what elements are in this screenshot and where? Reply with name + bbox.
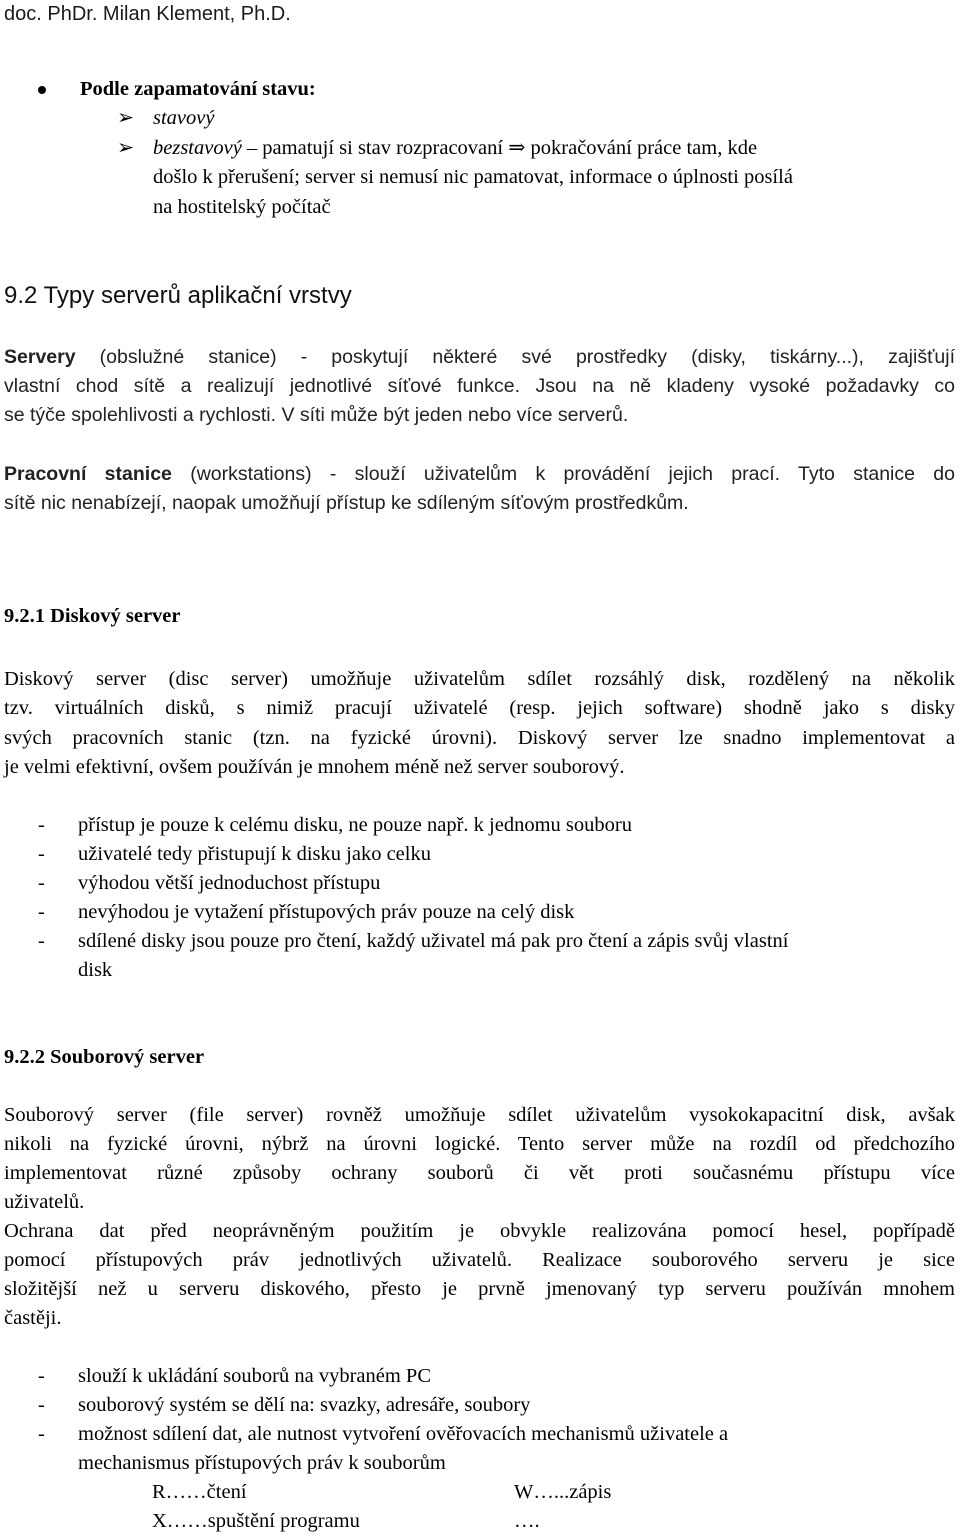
implies-arrow-icon: ⇒ [508, 137, 526, 159]
diskovy-line-1: Diskový server (disc server) umožňuje uživatelům sdílet rozsáhlý disk, rozdělený na několik [4, 668, 955, 690]
souborovy-list-item-continuation: mechanismus přístupových práv k souborům [78, 1452, 446, 1474]
arrowhead-bullet-icon: ➢ [117, 107, 135, 129]
state-section-title: Podle zapamatování stavu: [80, 78, 316, 100]
arrowhead-bullet-icon: ➢ [117, 137, 135, 159]
document-header: doc. PhDr. Milan Klement, Ph.D. [4, 3, 291, 25]
diskovy-list-item-continuation: disk [78, 959, 113, 981]
souborovy-list-item: možnost sdílení dat, ale nutnost vytvoření ověřovacích mechanismů uživatele a [78, 1423, 729, 1445]
souborovy-p2-line-4: častěji. [4, 1307, 62, 1329]
diskovy-list-item: nevýhodou je vytažení přístupových práv pouze na celý disk [78, 901, 575, 923]
souborovy-p1-line-1: Souborový server (file server) rovněž umožňuje sdílet uživatelům vysokokapacitní disk, avšak [4, 1104, 955, 1126]
diskovy-list-item: přístup je pouze k celému disku, ne pouze např. k jednomu souboru [78, 814, 632, 836]
rights-dots: …. [514, 1510, 540, 1532]
list-dash: - [38, 901, 45, 923]
list-dash: - [38, 1423, 45, 1445]
souborovy-p1-line-2: nikoli na fyzické úrovni, nýbrž na úrovni logické. Tento server může na rozdíl od předchozího [4, 1133, 955, 1155]
souborovy-p1-line-3: implementovat různé způsoby ochrany souborů či vět proti současnému přístupu více [4, 1162, 955, 1184]
section-heading-9-2-1: 9.2.1 Diskový server [4, 605, 181, 627]
rights-read: R……čtení [152, 1481, 247, 1503]
list-dash: - [38, 930, 45, 952]
list-dash: - [38, 1365, 45, 1387]
rights-execute: X……spuštění programu [152, 1510, 360, 1532]
diskovy-line-2: tzv. virtuálních disků, s nimiž pracují uživatelé (resp. jejich software) shodně jako s disky [4, 697, 955, 719]
souborovy-p2-line-3: složitější než u serveru diskového, přesto je prvně jmenovaný typ serveru používán mnohem [4, 1278, 955, 1300]
servery-line-3: se týče spolehlivosti a rychlosti. V síti může být jeden nebo více serverů. [4, 404, 629, 426]
rights-write: W…...zápis [514, 1481, 612, 1503]
diskovy-list-item: sdílené disky jsou pouze pro čtení, každý uživatel má pak pro čtení a zápis svůj vlastní [78, 930, 789, 952]
section-heading-9-2-2: 9.2.2 Souborový server [4, 1046, 205, 1068]
state-item-2-line-3: na hostitelský počítač [153, 196, 331, 218]
diskovy-line-3: svých pracovních stanic (tzn. na fyzické úrovni). Diskový server lze snadno implementovat a [4, 727, 955, 749]
bullet-dot-icon [38, 86, 46, 94]
state-item-2-line-2: došlo k přerušení; server si nemusí nic pamatovat, informace o úplnosti posílá [153, 166, 793, 188]
souborovy-p2-line-2: pomocí přístupových práv jednotlivých uživatelů. Realizace souborového serveru je sice [4, 1249, 955, 1271]
souborovy-list-item: souborový systém se dělí na: svazky, adresáře, soubory [78, 1394, 531, 1416]
list-dash: - [38, 1394, 45, 1416]
diskovy-line-4: je velmi efektivní, ovšem používán je mnohem méně než server souborový. [4, 756, 625, 778]
servery-line-2: vlastní chod sítě a realizují jednotlivé síťové funkce. Jsou na ně kladeny vysoké požadavky co [4, 375, 955, 397]
list-dash: - [38, 814, 45, 836]
list-dash: - [38, 843, 45, 865]
diskovy-list-item: výhodou větší jednoduchost přístupu [78, 872, 381, 894]
souborovy-p2-line-1: Ochrana dat před neoprávněným použitím je obvykle realizována pomocí hesel, popřípadě [4, 1220, 955, 1242]
state-item-1: ➢ stavový [117, 104, 214, 133]
state-item-2: ➢ bezstavový – pamatují si stav rozpracovaní ⇒ pokračování práce tam, kde [117, 134, 757, 163]
list-dash: - [38, 872, 45, 894]
pracovni-line-2: sítě nic nenabízejí, naopak umožňují přístup ke sdíleným síťovým prostředkům. [4, 492, 689, 514]
souborovy-list-item: slouží k ukládání souborů na vybraném PC [78, 1365, 432, 1387]
diskovy-list-item: uživatelé tedy přistupují k disku jako celku [78, 843, 431, 865]
section-heading-9-2: 9.2 Typy serverů aplikační vrstvy [4, 282, 352, 309]
pracovni-line-1: Pracovní stanice (workstations) - slouží uživatelům k provádění jejich prací. Tyto stanice do [4, 463, 955, 485]
souborovy-p1-line-4: uživatelů. [4, 1191, 85, 1213]
servery-line-1: Servery (obslužné stanice) - poskytují některé své prostředky (disky, tiskárny...), zajišťují [4, 346, 955, 368]
